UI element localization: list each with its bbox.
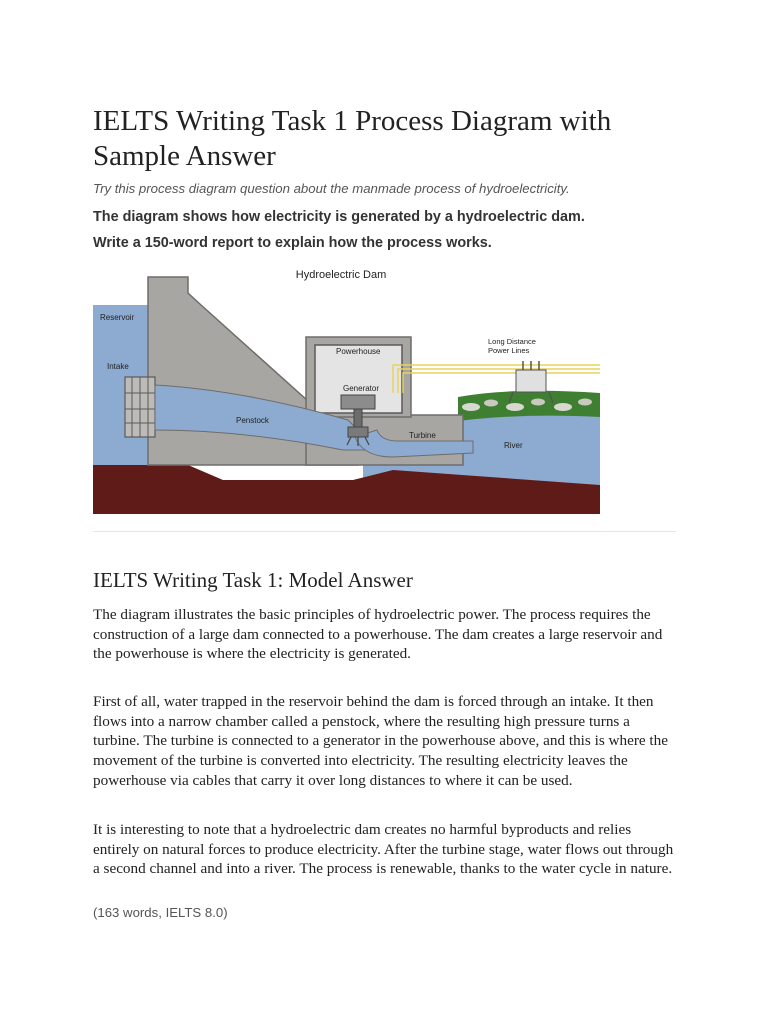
label-penstock: Penstock — [236, 416, 269, 425]
label-turbine: Turbine — [409, 431, 436, 440]
question-line-2: Write a 150-word report to explain how the process works. — [93, 235, 492, 251]
intake-grate — [125, 377, 155, 437]
answer-paragraph-2: First of all, water trapped in the reservoir behind the dam is forced through an intake. It then flows into a narrow chamber called a penstock, where the resulting high pressure turns a turbine. The turbine is connected to a generator in the powerhouse above, and this is where the movement of the turbine is converted into electricity. The resulting electricity leaves the powerhouse via cables that carry it over long distances to where it can be used. — [93, 693, 668, 789]
label-river: River — [504, 441, 523, 450]
question-line-1: The diagram shows how electricity is generated by a hydroelectric dam. — [93, 209, 585, 225]
answer-paragraph-3: It is interesting to note that a hydroelectric dam creates no harmful byproducts and relies entirely on natural forces to produce electricity. After the turbine stage, water flows out through a second channel and into a river. The process is renewable, thanks to the water cycle in nature. — [93, 821, 674, 878]
answer-paragraph-1: The diagram illustrates the basic principles of hydroelectric power. The process requires the construction of a large dam connected to a powerhouse. The dam creates a large reservoir and the powerhouse is where the electricity is generated. — [93, 606, 663, 663]
word-count-note: (163 words, IELTS 8.0) — [93, 905, 228, 920]
intro-text: Try this process diagram question about the manmade process of hydroelectricity. — [93, 181, 570, 196]
label-intake: Intake — [107, 362, 129, 371]
diagram-title: Hydroelectric Dam — [295, 269, 387, 281]
label-powerhouse: Powerhouse — [336, 347, 381, 356]
answer-heading: IELTS Writing Task 1: Model Answer — [93, 568, 413, 592]
label-power-lines-2: Power Lines — [488, 346, 530, 355]
hydroelectric-dam-diagram — [93, 265, 600, 514]
label-generator: Generator — [343, 384, 380, 393]
page-title: IELTS Writing Task 1 Process Diagram with Sample Answer — [93, 105, 612, 172]
section-divider — [93, 531, 676, 532]
label-power-lines-1: Long Distance — [488, 337, 536, 346]
label-reservoir: Reservoir — [100, 313, 135, 322]
